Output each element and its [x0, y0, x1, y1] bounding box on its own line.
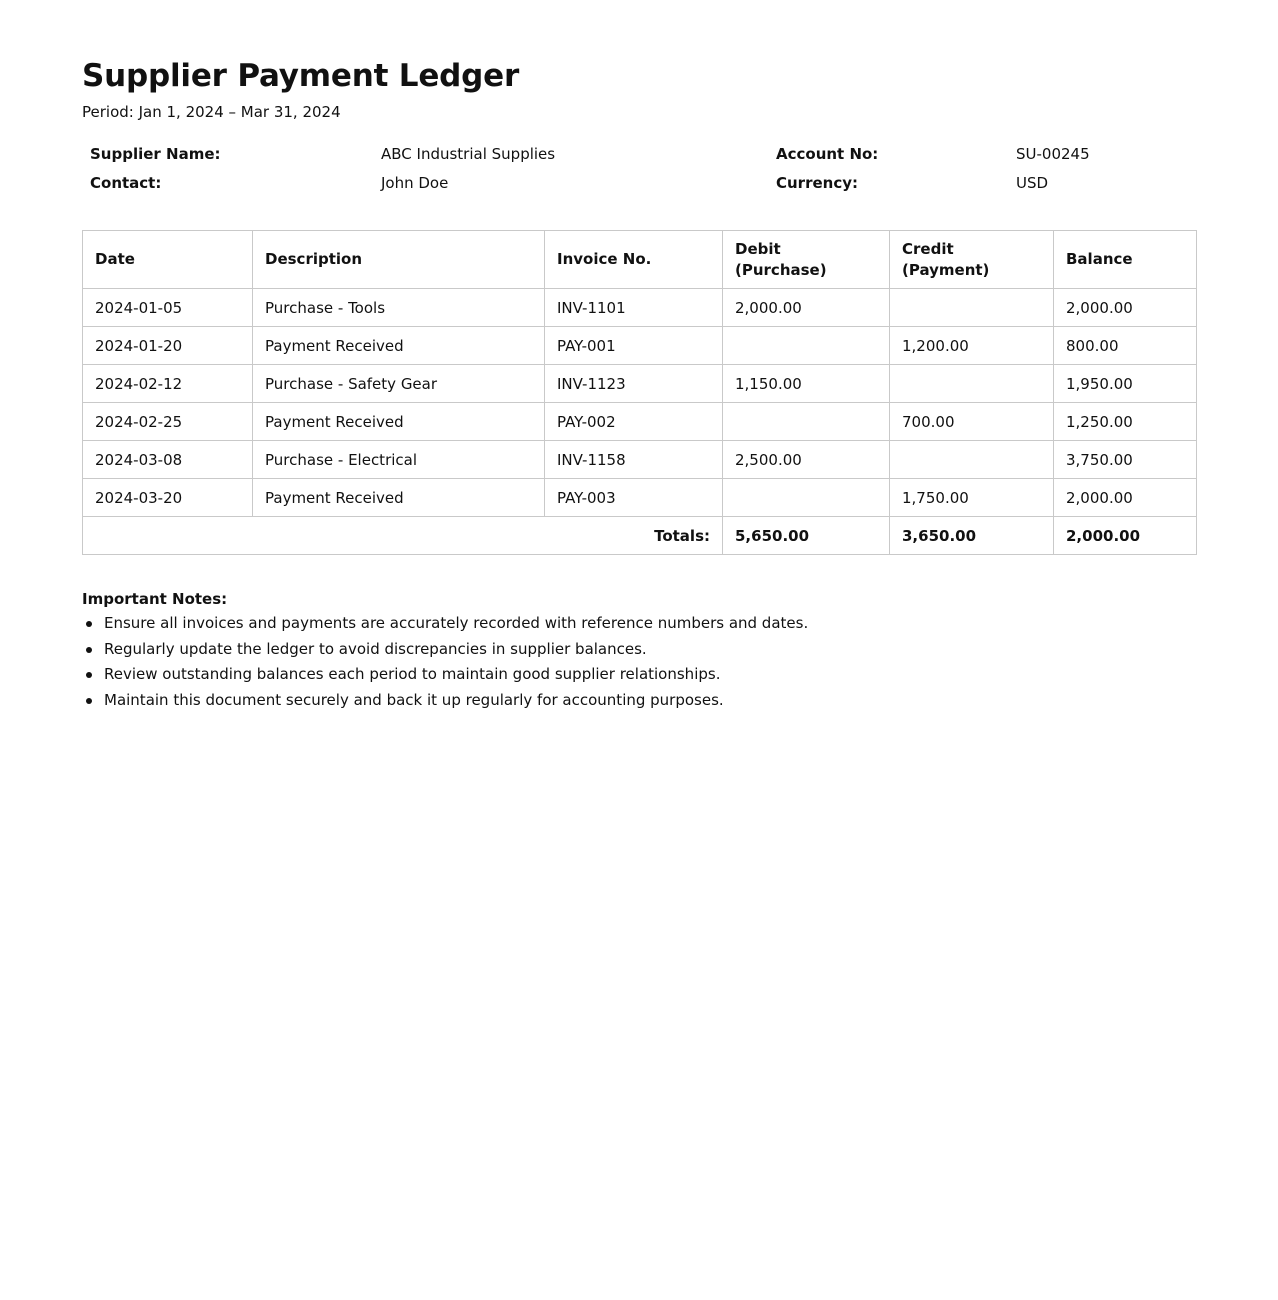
cell-debit — [723, 403, 890, 441]
ledger-document — [82, 56, 1196, 710]
header-debit-line2: (Purchase) — [735, 260, 827, 279]
note-text: Ensure all invoices and payments are accurately recorded with reference numbers and dates. — [104, 614, 809, 632]
cell-description: Payment Received — [253, 403, 545, 441]
cell-invoice-no: PAY-001 — [545, 327, 723, 365]
bullet-icon — [86, 698, 92, 704]
header-description: Description — [253, 231, 545, 289]
account-no-value: SU-00245 — [1016, 145, 1090, 163]
cell-credit: 700.00 — [890, 403, 1054, 441]
header-invoice-no: Invoice No. — [545, 231, 723, 289]
total-balance: 2,000.00 — [1054, 517, 1197, 555]
table-row — [83, 403, 1197, 441]
cell-balance: 1,250.00 — [1054, 403, 1197, 441]
supplier-name-value: ABC Industrial Supplies — [381, 145, 556, 163]
cell-description: Purchase - Electrical — [253, 441, 545, 479]
cell-description: Payment Received — [253, 327, 545, 365]
cell-description: Payment Received — [253, 479, 545, 517]
bullet-icon — [86, 672, 92, 678]
cell-debit: 2,500.00 — [723, 441, 890, 479]
cell-invoice-no: INV-1101 — [545, 289, 723, 327]
header-date: Date — [83, 231, 253, 289]
contact-value: John Doe — [381, 174, 449, 192]
cell-balance: 2,000.00 — [1054, 289, 1197, 327]
table-header-row — [83, 231, 1197, 289]
total-credit: 3,650.00 — [890, 517, 1054, 555]
list-item — [82, 688, 1196, 714]
header-credit-line1: Credit — [902, 239, 954, 258]
list-item — [82, 611, 1196, 637]
cell-credit: 1,750.00 — [890, 479, 1054, 517]
bullet-icon — [86, 647, 92, 653]
table-row — [83, 479, 1197, 517]
cell-debit: 2,000.00 — [723, 289, 890, 327]
account-no-label: Account No: — [776, 145, 879, 163]
cell-date: 2024-02-12 — [83, 365, 253, 403]
header-debit — [723, 231, 890, 289]
cell-balance: 800.00 — [1054, 327, 1197, 365]
cell-description: Purchase - Safety Gear — [253, 365, 545, 403]
table-row — [83, 327, 1197, 365]
cell-invoice-no: INV-1158 — [545, 441, 723, 479]
cell-debit — [723, 479, 890, 517]
cell-credit — [890, 289, 1054, 327]
supplier-name-label: Supplier Name: — [90, 145, 221, 163]
cell-credit — [890, 365, 1054, 403]
contact-label: Contact: — [90, 174, 162, 192]
cell-invoice-no: INV-1123 — [545, 365, 723, 403]
list-item — [82, 662, 1196, 688]
total-debit: 5,650.00 — [723, 517, 890, 555]
cell-date: 2024-03-08 — [83, 441, 253, 479]
cell-date: 2024-01-05 — [83, 289, 253, 327]
cell-credit — [890, 441, 1054, 479]
cell-description: Purchase - Tools — [253, 289, 545, 327]
totals-label: Totals: — [83, 517, 723, 555]
note-text: Review outstanding balances each period to maintain good supplier relationships. — [104, 665, 721, 684]
header-balance: Balance — [1054, 231, 1197, 289]
cell-credit: 1,200.00 — [890, 327, 1054, 365]
cell-debit: 1,150.00 — [723, 365, 890, 403]
header-debit-line1: Debit — [735, 239, 781, 258]
table-row — [83, 365, 1197, 403]
note-text: Regularly update the ledger to avoid discrepancies in supplier balances. — [104, 639, 647, 658]
cell-balance: 2,000.00 — [1054, 479, 1197, 517]
period-text: Period: Jan 1, 2024 – Mar 31, 2024 — [82, 103, 341, 121]
totals-row — [83, 517, 1197, 555]
supplier-info — [82, 144, 1196, 202]
cell-invoice-no: PAY-002 — [545, 403, 723, 441]
cell-date: 2024-02-25 — [83, 403, 253, 441]
notes-list — [82, 611, 1196, 714]
cell-date: 2024-03-20 — [83, 479, 253, 517]
header-credit-line2: (Payment) — [902, 260, 990, 279]
note-text: Maintain this document securely and back it up regularly for accounting purposes. — [104, 691, 724, 710]
ledger-table — [82, 230, 1197, 555]
list-item — [82, 637, 1196, 663]
bullet-icon — [86, 621, 92, 627]
table-row — [83, 289, 1197, 327]
cell-date: 2024-01-20 — [83, 327, 253, 365]
notes-section — [82, 588, 1196, 714]
cell-debit — [723, 327, 890, 365]
cell-balance: 3,750.00 — [1054, 441, 1197, 479]
notes-title: Important Notes: — [82, 590, 228, 608]
header-credit — [890, 231, 1054, 289]
cell-balance: 1,950.00 — [1054, 365, 1197, 403]
cell-invoice-no: PAY-003 — [545, 479, 723, 517]
currency-label: Currency: — [776, 174, 859, 192]
table-row — [83, 441, 1197, 479]
currency-value: USD — [1016, 174, 1049, 192]
page-title: Supplier Payment Ledger — [82, 58, 520, 94]
